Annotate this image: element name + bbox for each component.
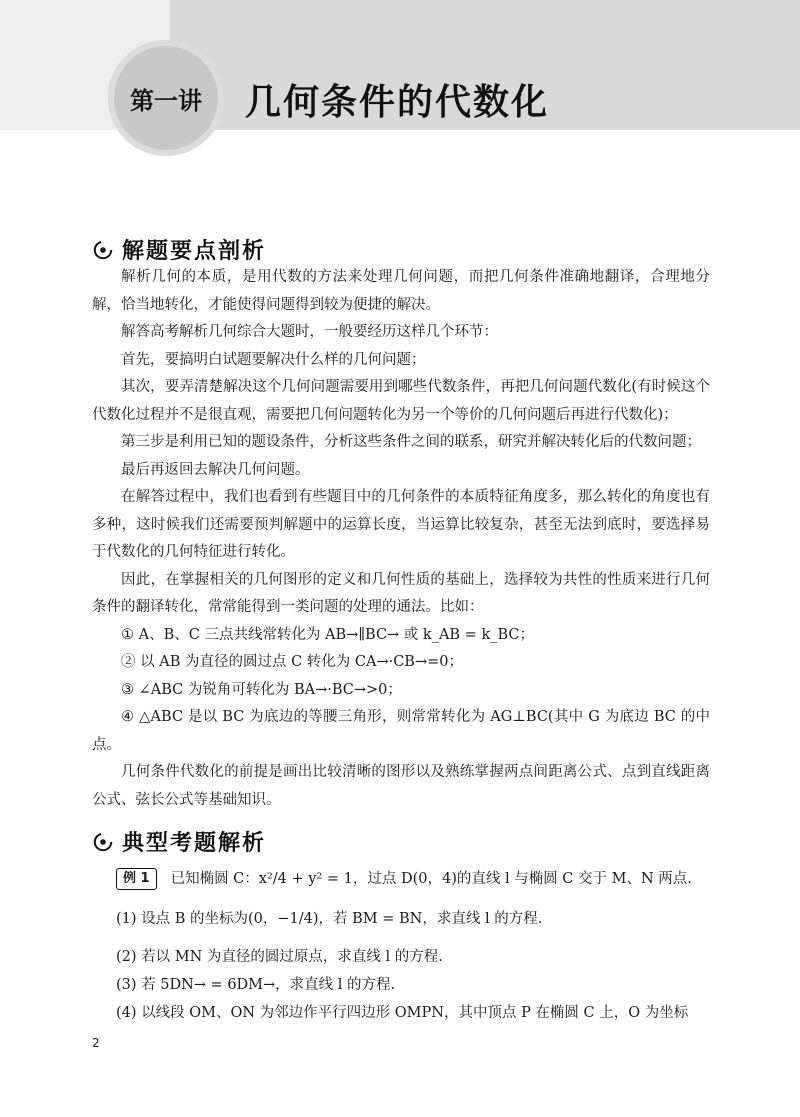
example-stem: 已知椭圆 C：x²/4 + y² = 1，过点 D(0，4)的直线 l 与椭圆 C 交于 M、N 两点. [170, 871, 692, 887]
example-stem-row [92, 862, 710, 896]
swirl-icon [92, 239, 114, 261]
header-divider [0, 130, 800, 170]
example-badge: 例 1 [116, 868, 157, 890]
paragraph: 因此，在掌握相关的几何图形的定义和几何性质的基础上，选择较为共性的性质来进行几何条件的翻译转化，常常能得到一类问题的处理的通法。比如： [92, 571, 710, 615]
question-3: (3) 若 5DN→ = 6DM→，求直线 l 的方程. [116, 977, 396, 993]
question-4: (4) 以线段 OM、ON 为邻边作平行四边形 OMPN，其中顶点 P 在椭圆 C 上，O 为坐标 [116, 1005, 689, 1021]
section-title: 解题要点剖析 [122, 239, 267, 264]
paragraph: 首先，要搞明白试题要解决什么样的几何问题； [121, 351, 426, 368]
list-item: ③ ∠ABC 为锐角可转化为 BA→·BC→>0； [121, 681, 402, 698]
question-2: (2) 若以 MN 为直径的圆过原点，求直线 l 的方程. [116, 949, 443, 965]
paragraph: 解析几何的本质，是用代数的方法来处理几何问题，而把几何条件准确地翻译，合理地分解，恰当地转化，才能使得问题得到较为便捷的解决。 [92, 269, 710, 313]
section-heading-analysis [92, 234, 266, 265]
paragraph: 解答高考解析几何综合大题时，一般要经历这样几个环节： [121, 324, 498, 340]
page-number: 2 [92, 1036, 100, 1050]
paragraph: 其次，要弄清楚解决这个几何问题需要用到哪些代数条件，再把几何问题代数化(有时候这个代数化过程并不是很直观，需要把几何问题转化为另一个等价的几何问题后再进行代数化)； [92, 379, 710, 423]
list-item: ② 以 AB 为直径的圆过点 C 转化为 CA→·CB→=0； [121, 654, 463, 670]
example-block [92, 862, 710, 1030]
paragraph: 几何条件代数化的前提是画出比较清晰的图形以及熟练掌握两点间距离公式、点到直线距离公式、弦长公式等基础知识。 [92, 764, 710, 808]
paragraph: 最后再返回去解决几何问题。 [121, 461, 310, 478]
paragraph: 第三步是利用已知的题设条件，分析这些条件之间的联系，研究并解决转化后的代数问题； [121, 434, 701, 450]
lecture-label: 第一讲 [130, 86, 202, 115]
lecture-badge [108, 40, 224, 156]
list-item: ④ △ABC 是以 BC 为底边的等腰三角形，则常常转化为 AG⊥BC(其中 G 为底边 BC 的中点。 [92, 709, 710, 753]
chapter-title: 几何条件的代数化 [245, 82, 550, 123]
section-heading-examples [92, 826, 266, 857]
section-title: 典型考题解析 [122, 831, 267, 856]
analysis-body [92, 264, 710, 814]
question-1: (1) 设点 B 的坐标为(0，−1/4)，若 BM = BN，求直线 l 的方程. [116, 911, 543, 927]
paragraph: 在解答过程中，我们也看到有些题目中的几何条件的本质特征角度多，那么转化的角度也有多种，这时候我们还需要预判解题中的运算长度，当运算比较复杂，甚至无法到底时，要选择易于代数化的几何特征进行转化。 [92, 489, 710, 560]
swirl-icon [92, 831, 114, 853]
list-item: ① A、B、C 三点共线常转化为 AB→∥BC→ 或 k_AB = k_BC； [121, 626, 534, 643]
